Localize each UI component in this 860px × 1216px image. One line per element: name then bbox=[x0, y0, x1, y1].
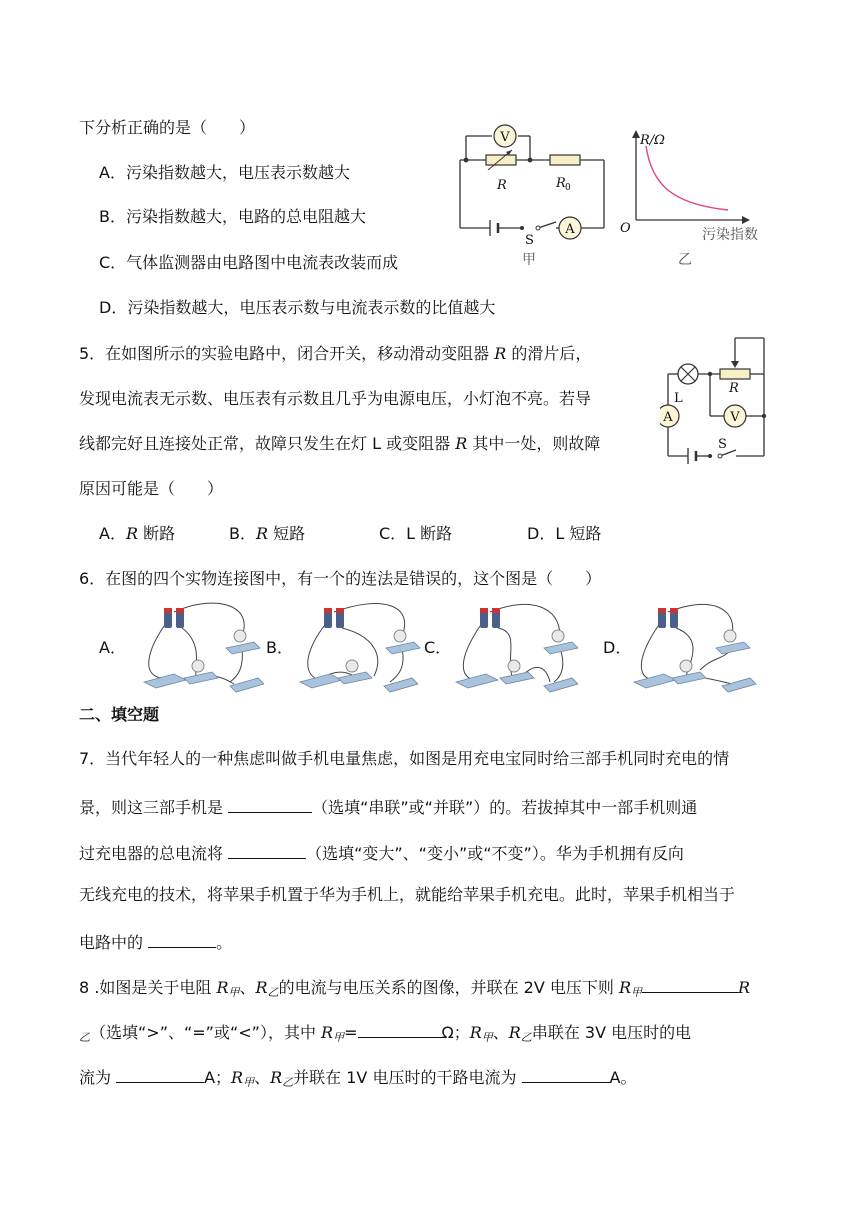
q8-text: 串联在 3V 电压时的电 bbox=[531, 1023, 692, 1042]
q8-subscript-yi: 乙 bbox=[282, 1076, 294, 1089]
q8-line-3 bbox=[79, 1064, 637, 1094]
q8-answer-blank-2[interactable] bbox=[358, 1019, 442, 1038]
q4-option-d: D．污染指数越大，电压表示数与电流表示数的比值越大 bbox=[99, 298, 496, 317]
section-title-fill-in-blank: 二、填空题 bbox=[79, 705, 160, 724]
q7-line-4: 无线充电的技术，将苹果手机置于华为手机上，就能给苹果手机充电。此时，苹果手机相当于 bbox=[79, 885, 736, 904]
q5-line-4: 原因可能是（ ） bbox=[79, 479, 224, 498]
q4-stem: 下分析正确的是（ ） bbox=[79, 118, 256, 137]
q5-line-3 bbox=[79, 433, 600, 455]
q6-label-d: D． bbox=[603, 638, 632, 657]
q7-line-1: 7．当代年轻人的一种焦虑叫做手机电量焦虑，如图是用充电宝同时给三部手机同时充电的情 bbox=[79, 749, 730, 768]
q5-line-2: 发现电流表无示数、电压表有示数且几乎为电源电压，小灯泡不亮。若导 bbox=[79, 389, 592, 408]
option-letter: B． bbox=[229, 524, 256, 543]
q7-answer-blank-3[interactable] bbox=[148, 929, 216, 948]
q5-voltmeter-label: V bbox=[730, 410, 740, 425]
figure-caption-jia: 甲 bbox=[522, 252, 536, 268]
q7-line-3 bbox=[79, 840, 684, 865]
q7-text: 景，则这三部手机是 bbox=[79, 798, 229, 817]
q6-stem: 6．在图的四个实物连接图中，有一个的连法是错误的，这个图是（ ） bbox=[79, 569, 602, 588]
q8-line-2 bbox=[79, 1019, 691, 1049]
q8-subscript-jia: 甲 bbox=[481, 1031, 493, 1044]
q5-text: 线都完好且连接处正常，故障只发生在灯 L 或变阻器 bbox=[79, 434, 456, 453]
q5-option-c: C．L 断路 bbox=[379, 524, 453, 543]
q8-text: （选填“>”、“=”或“<”），其中 bbox=[90, 1023, 322, 1042]
q8-text: 8 .如图是关于电阻 bbox=[79, 978, 217, 997]
q4-option-b: B．污染指数越大，电路的总电阻越大 bbox=[99, 207, 366, 226]
q4-option-c: C．气体监测器由电路图中电流表改装而成 bbox=[99, 253, 399, 272]
q8-variable-r: R bbox=[738, 978, 751, 997]
q7-text: 电路中的 bbox=[79, 933, 149, 952]
q5-line-1 bbox=[79, 343, 591, 365]
resistor-r0-subscript: 0 bbox=[565, 183, 571, 193]
q8-line-1 bbox=[79, 974, 750, 1004]
q8-answer-blank-1[interactable] bbox=[642, 974, 738, 993]
q6-label-a: A． bbox=[99, 638, 126, 657]
q8-variable-r: R bbox=[469, 1023, 482, 1042]
q8-text: = bbox=[344, 1023, 358, 1042]
q8-subscript-yi: 乙 bbox=[520, 1031, 532, 1044]
q6-option-c-picture bbox=[450, 596, 580, 694]
q8-text: Ω； bbox=[441, 1023, 470, 1042]
q5-variable-r: R bbox=[455, 434, 468, 453]
q6-option-a-picture bbox=[134, 596, 264, 694]
q8-variable-r: R bbox=[618, 978, 631, 997]
q7-line-5 bbox=[79, 929, 232, 954]
q8-text: 、 bbox=[239, 978, 256, 997]
q8-subscript-jia: 甲 bbox=[631, 986, 642, 999]
q8-text: A。 bbox=[609, 1068, 637, 1087]
q8-variable-r: R bbox=[270, 1068, 283, 1087]
q8-text: 并联在 1V 电压时的干路电流为 bbox=[293, 1068, 522, 1087]
q6-option-d-picture bbox=[628, 596, 758, 694]
ammeter-label: A bbox=[565, 222, 575, 237]
q7-answer-blank-2[interactable] bbox=[228, 840, 306, 859]
q8-subscript-yi: 乙 bbox=[267, 986, 279, 999]
resistance-curve bbox=[646, 146, 728, 210]
option-text: 短路 bbox=[268, 524, 306, 543]
switch-label: S bbox=[525, 233, 534, 248]
q8-text: 、 bbox=[492, 1023, 509, 1042]
q8-subscript-yi: 乙 bbox=[79, 1031, 90, 1044]
q7-text: （选填“串联”或“并联”）的。若拔掉其中一部手机则通 bbox=[312, 798, 698, 817]
q5-ammeter-label: A bbox=[663, 410, 673, 425]
q4-option-a: A．污染指数越大，电压表示数越大 bbox=[99, 163, 350, 182]
q6-label-c: C． bbox=[424, 638, 452, 657]
graph-origin-label: O bbox=[620, 221, 631, 236]
q8-subscript-jia: 甲 bbox=[228, 986, 240, 999]
resistor-r-label: R bbox=[497, 178, 507, 193]
q5-option-b bbox=[229, 523, 305, 545]
q8-subscript-jia: 甲 bbox=[333, 1031, 345, 1044]
q4-circuit-diagram-jia bbox=[452, 120, 612, 270]
option-variable: R bbox=[255, 524, 269, 543]
q5-text: 5．在如图所示的实验电路中，闭合开关，移动滑动变阻器 bbox=[79, 344, 495, 363]
q7-line-2 bbox=[79, 794, 697, 819]
q8-variable-r: R bbox=[231, 1068, 244, 1087]
q8-variable-r: R bbox=[508, 1023, 521, 1042]
q5-option-d: D．L 短路 bbox=[527, 524, 602, 543]
q5-circuit-diagram bbox=[660, 330, 772, 470]
q7-text: 过充电器的总电流将 bbox=[79, 844, 229, 863]
q8-subscript-jia: 甲 bbox=[243, 1076, 255, 1089]
q6-option-b-picture bbox=[294, 596, 424, 694]
q8-text: 流为 bbox=[79, 1068, 117, 1087]
q7-answer-blank-1[interactable] bbox=[228, 794, 312, 813]
q7-text: （选填“变大”、“变小”或“不变”）。华为手机拥有反向 bbox=[306, 844, 684, 863]
q8-text: 、 bbox=[254, 1068, 271, 1087]
graph-y-axis-label: R/Ω bbox=[640, 133, 665, 148]
q8-text: A； bbox=[204, 1068, 232, 1087]
option-text: 断路 bbox=[138, 524, 176, 543]
q8-answer-blank-3[interactable] bbox=[116, 1064, 204, 1083]
q8-answer-blank-4[interactable] bbox=[522, 1064, 610, 1083]
q5-lamp-label: L bbox=[674, 391, 683, 406]
option-letter: A． bbox=[99, 524, 126, 543]
q5-option-a bbox=[99, 523, 175, 545]
q5-rheostat-label: R bbox=[729, 381, 739, 396]
graph-x-axis-label: 污染指数 bbox=[702, 227, 758, 243]
voltmeter-label: V bbox=[500, 130, 510, 145]
resistor-r0-label: R bbox=[556, 176, 566, 191]
q5-text: 的滑片后， bbox=[506, 344, 592, 363]
q7-text: 。 bbox=[216, 933, 233, 952]
q6-label-b: B． bbox=[266, 638, 293, 657]
q5-text: 其中一处，则故障 bbox=[467, 434, 601, 453]
option-variable: R bbox=[125, 524, 138, 543]
q8-text: 的电流与电压关系的图像，并联在 2V 电压下则 bbox=[278, 978, 619, 997]
q8-variable-r: R bbox=[255, 978, 268, 997]
q5-variable-r: R bbox=[494, 344, 507, 363]
q4-graph-yi bbox=[616, 124, 772, 270]
figure-caption-yi: 乙 bbox=[678, 252, 692, 268]
q8-variable-r: R bbox=[321, 1023, 334, 1042]
q8-variable-r: R bbox=[216, 978, 229, 997]
q5-switch-label: S bbox=[718, 437, 727, 452]
